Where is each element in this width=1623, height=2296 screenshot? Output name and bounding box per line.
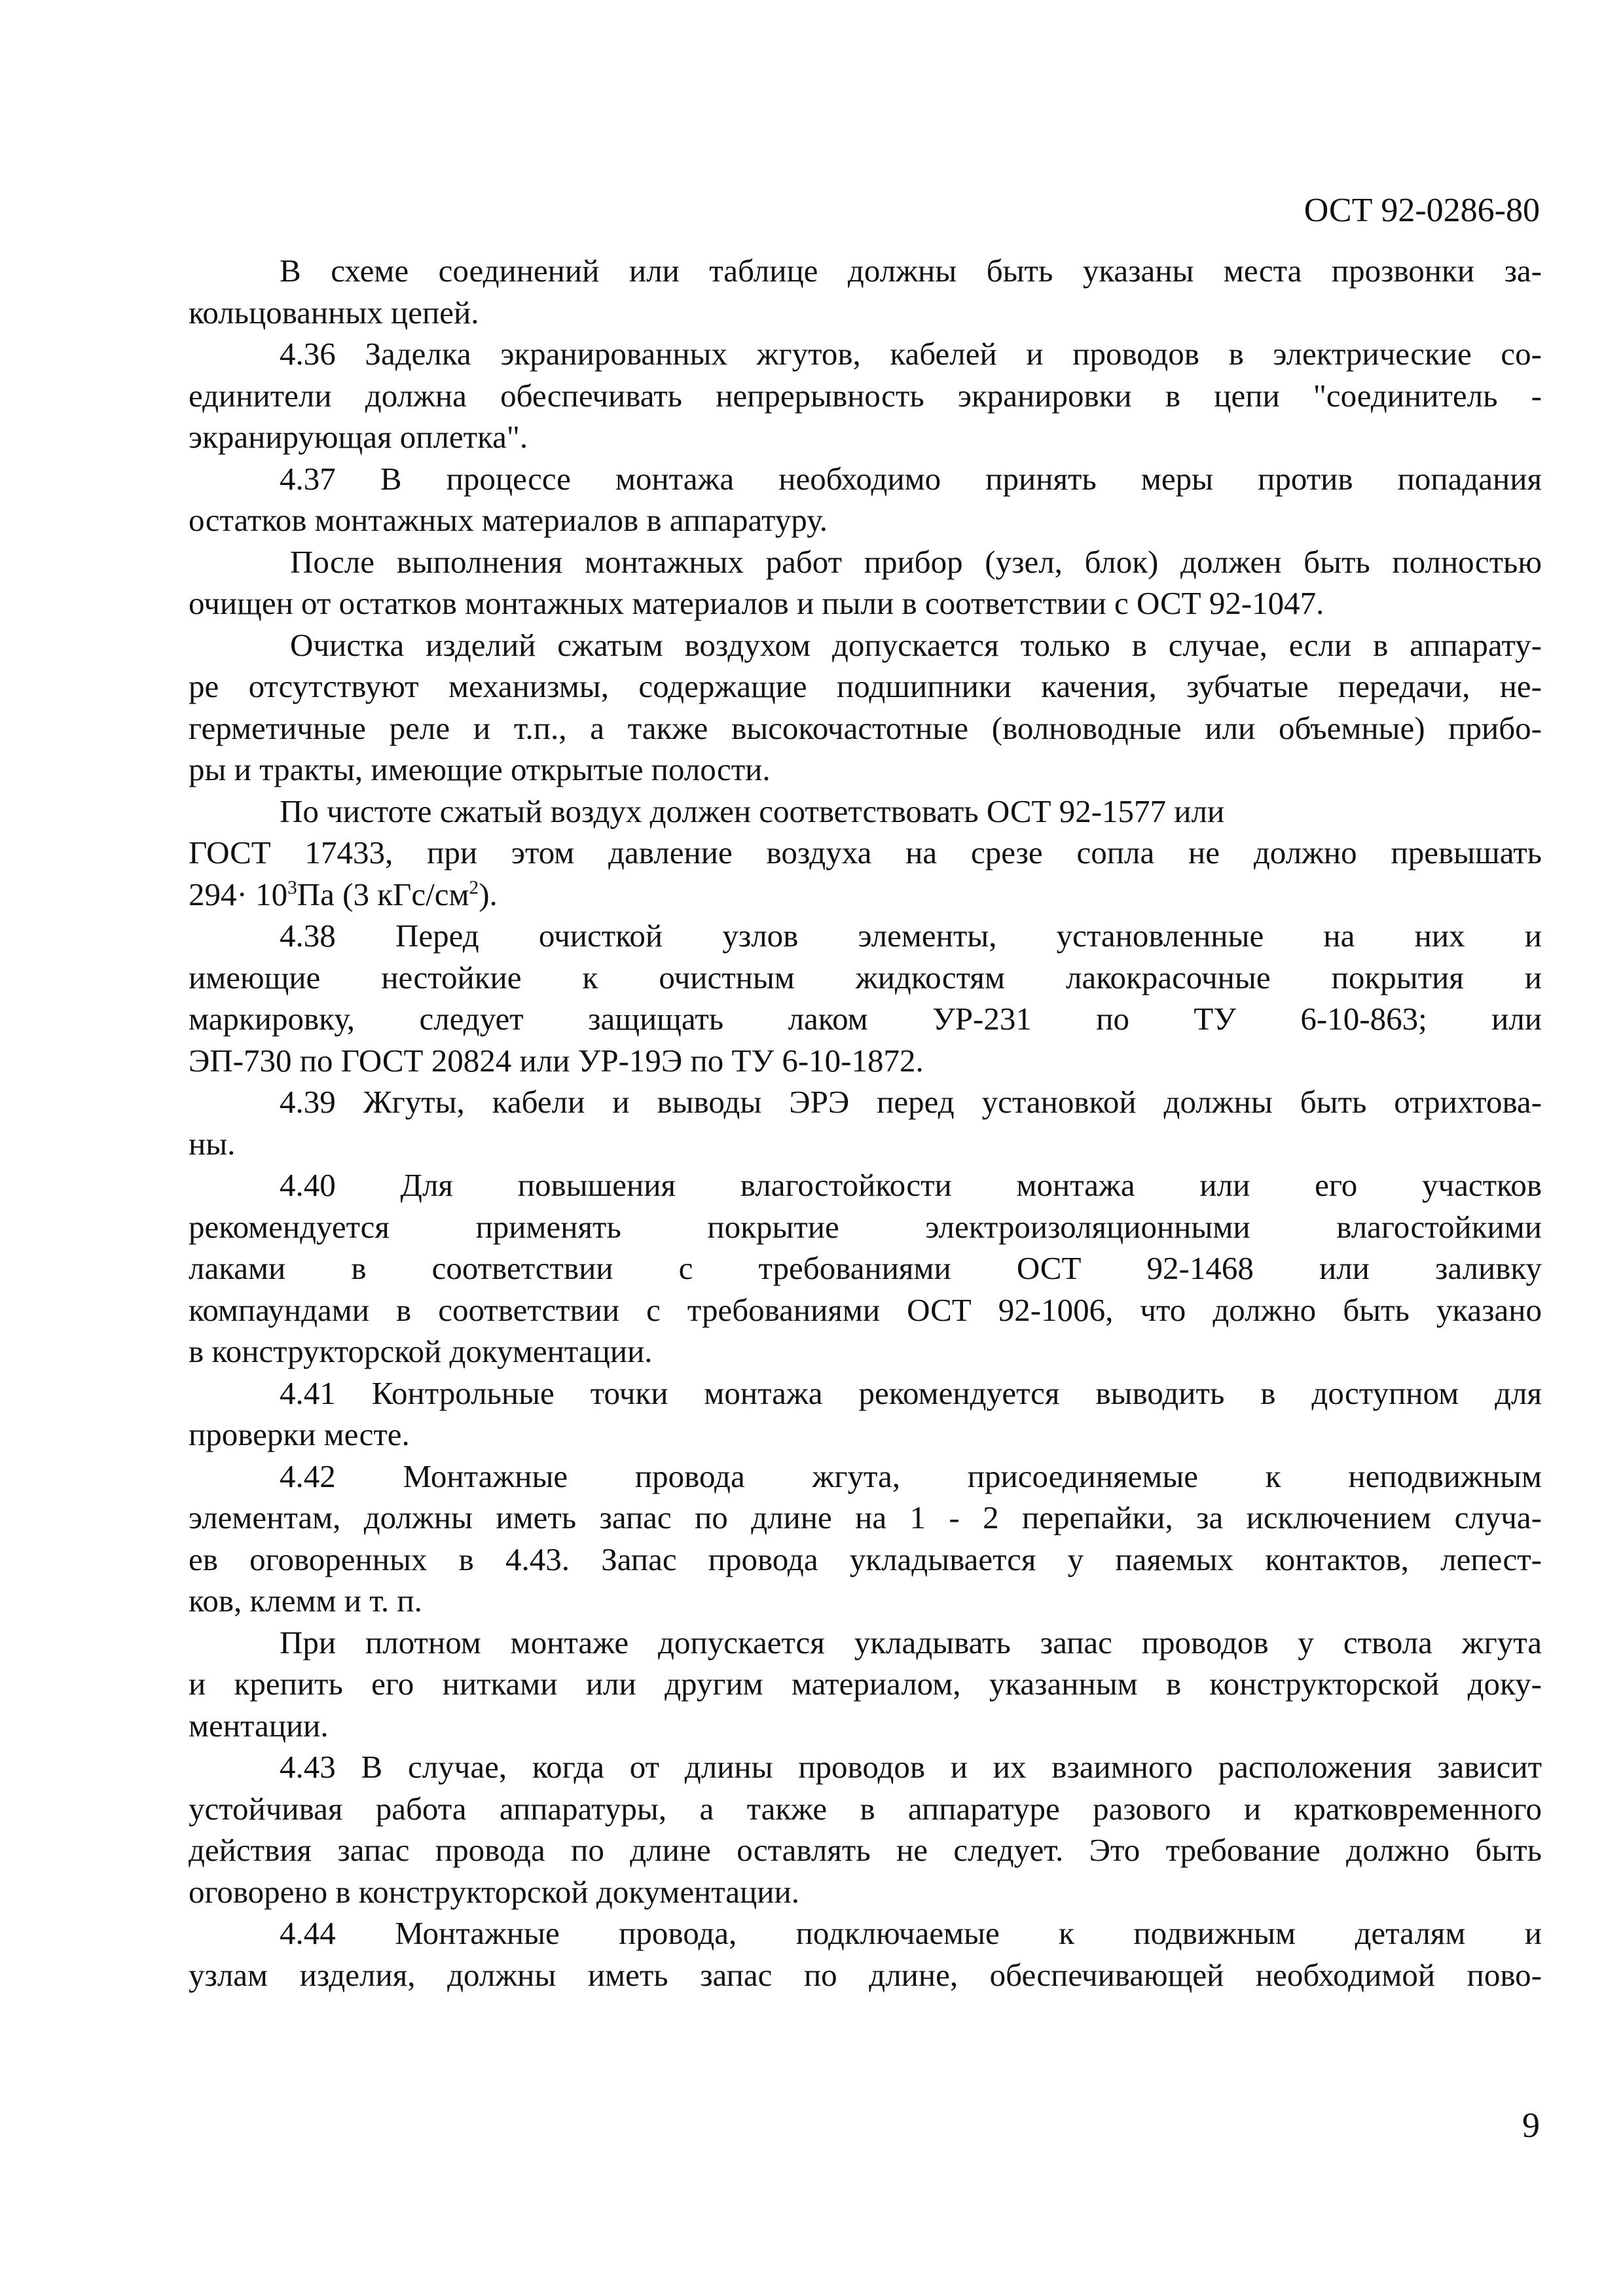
text-line: и крепить его нитками или другим материалом, указанным в конструкторской доку- xyxy=(189,1666,1542,1702)
text-line: После выполнения монтажных работ прибор (узел, блок) должен быть полностью xyxy=(290,543,1542,580)
text-line: компаундами в соответствии с требованиями ОСТ 92-1006, что должно быть указано xyxy=(189,1291,1542,1328)
text-line: ны. xyxy=(189,1125,236,1162)
text-line: 4.40 Для повышения влагостойкости монтажа или его участков xyxy=(280,1167,1542,1203)
text-line: ков, клемм и т. п. xyxy=(189,1583,422,1619)
text-line: в конструкторской документации. xyxy=(189,1333,653,1369)
text-line: узлам изделия, должны иметь запас по длине, обеспечивающей необходимой пово- xyxy=(189,1956,1542,1993)
text-line: При плотном монтаже допускается укладывать запас проводов у ствола жгута xyxy=(280,1624,1542,1660)
page-number: 9 xyxy=(1522,2106,1540,2145)
formula-superscript: 2 xyxy=(469,877,479,899)
text-line: ев оговоренных в 4.43. Запас провода укладывается у паяемых контактов, лепест- xyxy=(189,1541,1542,1577)
text-line: маркировку, следует защищать лаком УР-231 по ТУ 6-10-863; или xyxy=(189,1001,1542,1037)
text-line: кольцованных цепей. xyxy=(189,294,479,331)
text-line: 4.43 В случае, когда от длины проводов и их взаимного расположения зависит xyxy=(280,1749,1542,1785)
text-line: ры и тракты, имеющие открытые полости. xyxy=(189,751,771,787)
text-line: Очистка изделий сжатым воздухом допускается только в случае, если в аппарату- xyxy=(290,626,1542,663)
text-line: 4.38 Перед очисткой узлов элементы, установленные на них и xyxy=(280,918,1542,954)
text-line: имеющие нестойкие к очистным жидкостям лакокрасочные покрытия и xyxy=(189,959,1542,996)
text-line: По чистоте сжатый воздух должен соответствовать ОСТ 92-1577 или xyxy=(280,793,1225,829)
text-line: очищен от остатков монтажных материалов и пыли в соответствии с ОСТ 92-1047. xyxy=(189,585,1324,621)
text-line: ре отсутствуют механизмы, содержащие подшипники качения, зубчатые передачи, не- xyxy=(189,668,1542,704)
text-line: устойчивая работа аппаратуры, а также в аппаратуре разового и кратковременного xyxy=(189,1790,1542,1827)
text-line: 4.36 Заделка экранированных жгутов, кабелей и проводов в электрические со- xyxy=(280,336,1542,372)
text-line: 4.41 Контрольные точки монтажа рекомендуется выводить в доступном для xyxy=(280,1374,1542,1411)
text-line: рекомендуется применять покрытие электроизоляционными влагостойкими xyxy=(189,1208,1542,1245)
text-line: 4.37 В процессе монтажа необходимо принять меры против попадания xyxy=(280,460,1542,497)
text-line: лаками в соответствии с требованиями ОСТ 92-1468 или заливку xyxy=(189,1250,1542,1286)
document-body xyxy=(189,250,1542,1996)
text-line: оговорено в конструкторской документации. xyxy=(189,1873,799,1910)
text-line: герметичные реле и т.п., а также высокочастотные (волноводные или объемные) прибо- xyxy=(189,709,1542,746)
text-line: проверки месте. xyxy=(189,1416,410,1452)
text-line: 4.39 Жгуты, кабели и выводы ЭРЭ перед установкой должны быть отрихтова- xyxy=(280,1084,1542,1120)
formula-part: Па (3 кГс/см xyxy=(297,876,469,912)
text-line: ментации. xyxy=(189,1707,329,1744)
text-line-formula xyxy=(189,874,1542,916)
text-line: 4.44 Монтажные провода, подключаемые к подвижным деталям и xyxy=(280,1915,1542,1951)
formula-part: 294· 10 xyxy=(189,876,288,912)
text-line: ЭП-730 по ГОСТ 20824 или УР-19Э по ТУ 6-10-1872. xyxy=(189,1042,924,1079)
text-line: ГОСТ 17433, при этом давление воздуха на срезе сопла не должно превышать xyxy=(189,834,1542,870)
formula-part: ). xyxy=(479,876,498,912)
text-line: остатков монтажных материалов в аппаратуру. xyxy=(189,502,828,538)
formula-superscript: 3 xyxy=(287,877,297,899)
text-line: 4.42 Монтажные провода жгута, присоединяемые к неподвижным xyxy=(280,1458,1542,1494)
text-line: действия запас провода по длине оставлять не следует. Это требование должно быть xyxy=(189,1832,1542,1868)
text-line: единители должна обеспечивать непрерывность экранировки в цепи "соединитель - xyxy=(189,377,1542,414)
text-line: экранирующая оплетка". xyxy=(189,419,528,455)
text-line: В схеме соединений или таблице должны быть указаны места прозвонки за- xyxy=(280,253,1542,289)
text-line: элементам, должны иметь запас по длине на 1 - 2 перепайки, за исключением случа- xyxy=(189,1499,1542,1535)
document-code: ОСТ 92-0286-80 xyxy=(1304,192,1540,229)
